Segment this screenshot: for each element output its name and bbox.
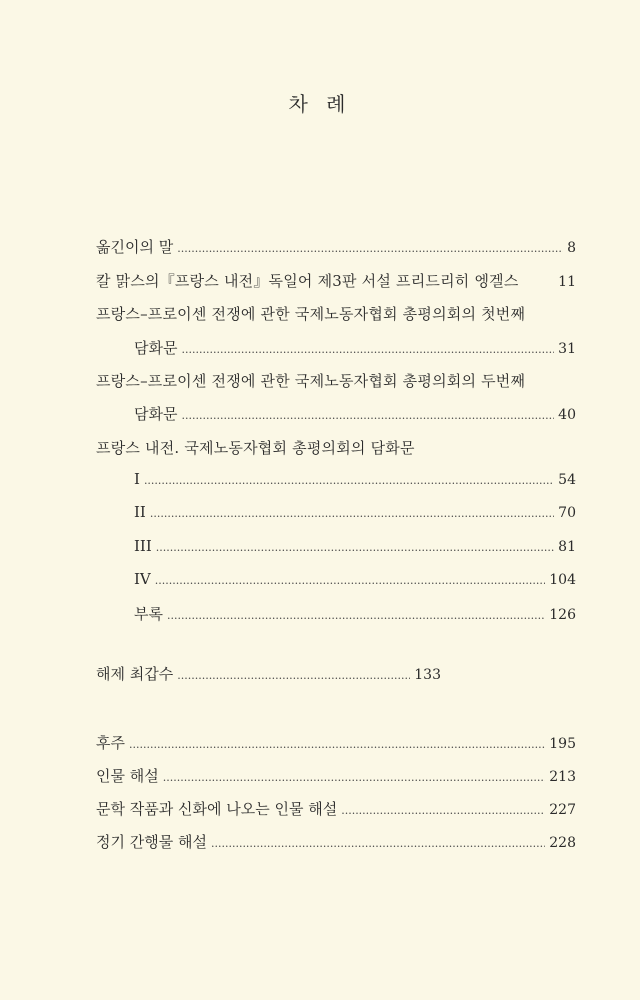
- leader-dots: [211, 837, 545, 850]
- toc-entry-page: 8: [567, 240, 576, 256]
- toc-entry-label: 옮긴이의 말: [96, 238, 174, 256]
- toc-entry-label: 담화문: [134, 339, 178, 357]
- leader-dots: [177, 669, 410, 682]
- toc-entry[interactable]: [96, 236, 576, 262]
- toc-entry[interactable]: [96, 303, 576, 329]
- toc-entry-label: 프랑스–프로이센 전쟁에 관한 국제노동자협회 총평의회의 첫번째: [96, 305, 526, 323]
- leader-dots: [181, 409, 554, 422]
- toc-entry[interactable]: [134, 470, 576, 496]
- toc-entry-page: 11: [558, 274, 576, 290]
- leader-dots: [155, 574, 546, 587]
- toc-entry-label: IV: [134, 570, 151, 588]
- toc-entry-page: 70: [558, 505, 576, 521]
- toc-entry-page: 104: [549, 572, 576, 588]
- leader-dots: [163, 771, 546, 784]
- toc-entry[interactable]: [96, 270, 576, 296]
- toc-entry-label: 문학 작품과 신화에 나오는 인물 해설: [96, 800, 338, 818]
- toc-entry[interactable]: [134, 503, 576, 529]
- leader-dots: [167, 609, 545, 622]
- toc-entry[interactable]: [134, 537, 576, 563]
- toc-entry-page: 40: [558, 407, 576, 423]
- toc-entry[interactable]: [96, 798, 576, 824]
- toc-entry[interactable]: [134, 603, 576, 629]
- leader-dots: [156, 541, 554, 554]
- toc-entry-label: 해제 최갑수: [96, 665, 174, 683]
- leader-dots: [129, 738, 545, 751]
- toc-entry-page: 228: [549, 835, 576, 851]
- leader-dots: [181, 343, 554, 356]
- toc-entry[interactable]: [96, 370, 576, 396]
- toc-entry[interactable]: [96, 765, 576, 791]
- toc-entry-label: II: [134, 503, 146, 521]
- leader-dots: [341, 804, 545, 817]
- leader-dots: [177, 242, 563, 255]
- toc-entry[interactable]: [134, 570, 576, 596]
- page-title: 차 례: [288, 92, 352, 116]
- toc-entry-label: 인물 해설: [96, 767, 159, 785]
- toc-entry[interactable]: [96, 831, 576, 857]
- toc-entry[interactable]: [96, 732, 576, 758]
- toc-entry-page: 227: [549, 802, 576, 818]
- toc-entry-label: 부록: [134, 605, 163, 623]
- toc-entry-label: 칼 맑스의『프랑스 내전』독일어 제3판 서설 프리드리히 엥겔스: [96, 272, 519, 290]
- toc-entry-page: 126: [549, 607, 576, 623]
- toc-entry[interactable]: [96, 663, 441, 689]
- toc-entry-page: 213: [549, 769, 576, 785]
- toc-entry-page: 54: [558, 472, 576, 488]
- toc-entry-label: 담화문: [134, 405, 178, 423]
- toc-entry-label: III: [134, 537, 152, 555]
- toc-entry[interactable]: [134, 403, 576, 429]
- toc-entry-label: 후주: [96, 734, 125, 752]
- toc-entry-label: I: [134, 470, 140, 488]
- toc-entry[interactable]: [134, 337, 576, 363]
- toc-entry[interactable]: [96, 437, 576, 463]
- toc-entry-label: 프랑스–프로이센 전쟁에 관한 국제노동자협회 총평의회의 두번째: [96, 372, 526, 390]
- toc-entry-page: 133: [414, 667, 441, 683]
- toc-entry-page: 81: [558, 539, 576, 555]
- toc-entry-page: 31: [558, 341, 576, 357]
- toc-entry-label: 정기 간행물 해설: [96, 833, 207, 851]
- leader-dots: [144, 474, 554, 487]
- leader-dots: [150, 507, 554, 520]
- toc-entry-label: 프랑스 내전. 국제노동자협회 총평의회의 담화문: [96, 439, 415, 457]
- toc-entry-page: 195: [549, 736, 576, 752]
